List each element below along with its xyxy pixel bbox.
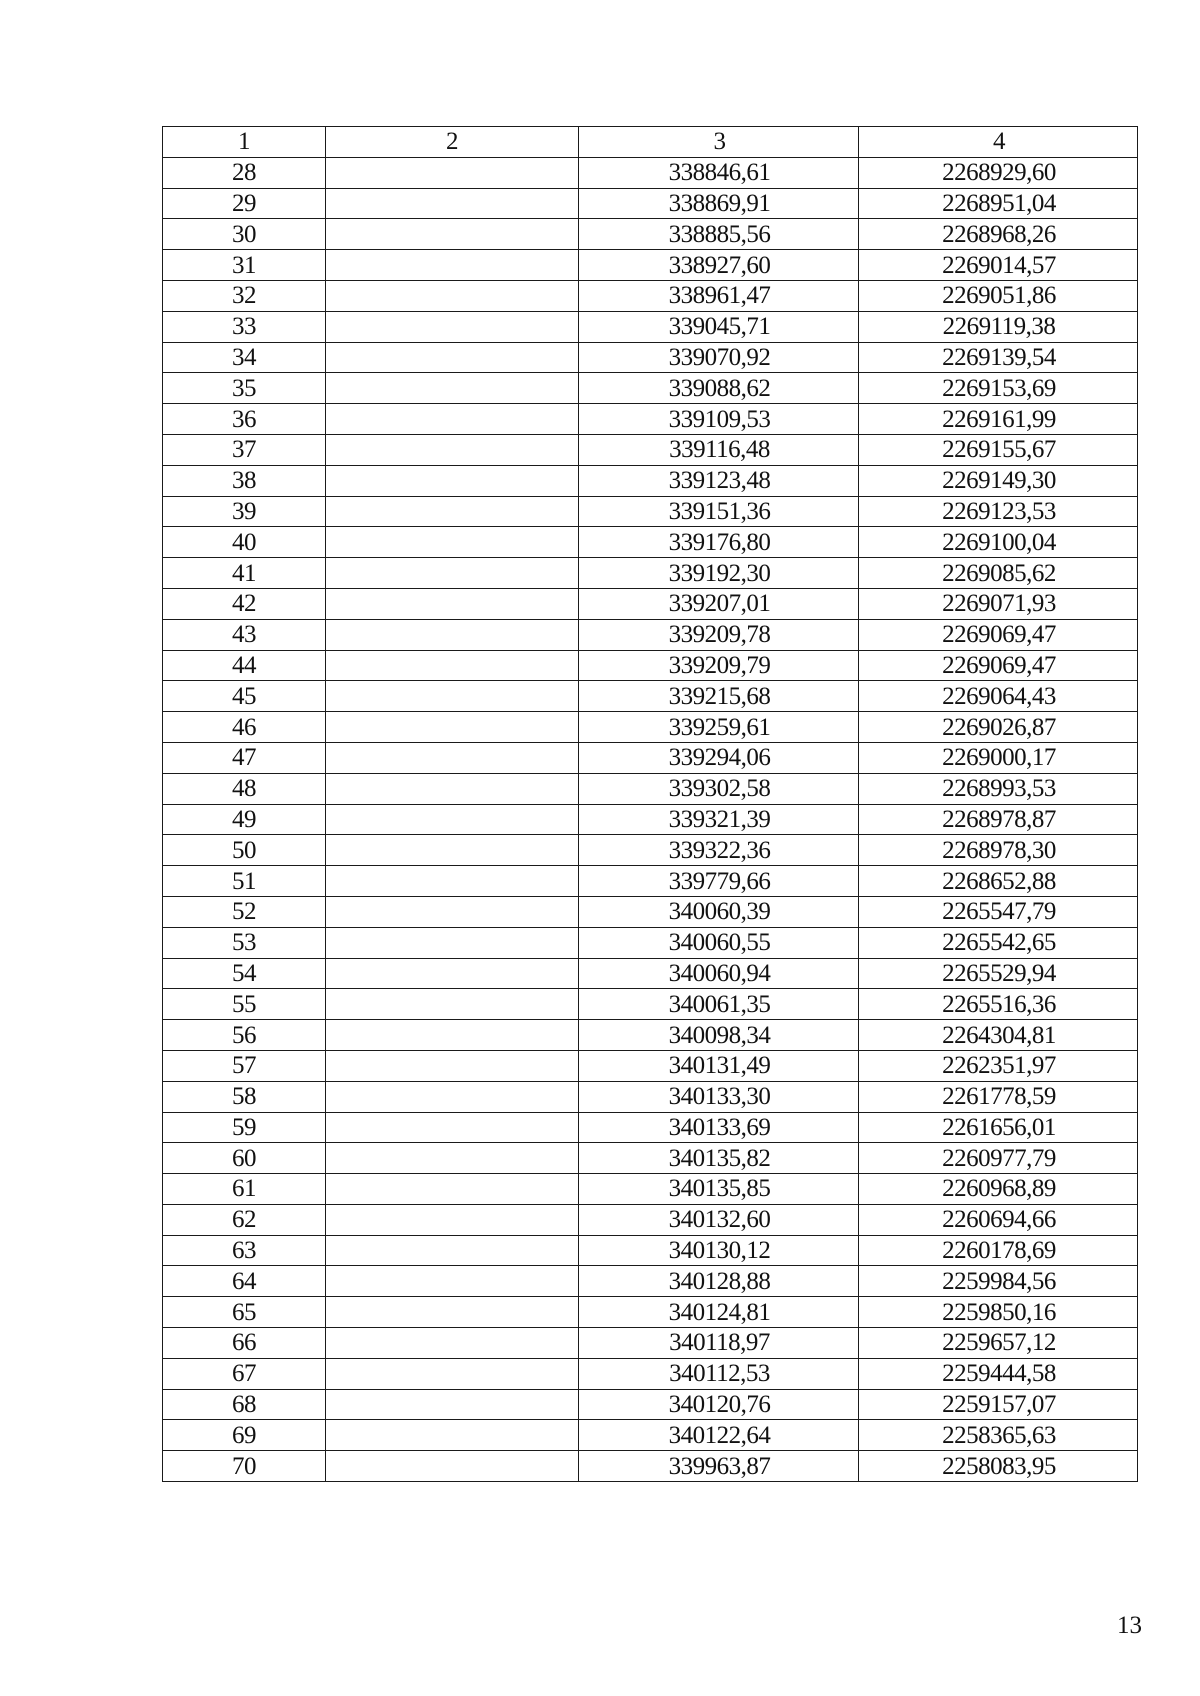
table-row	[163, 1143, 1138, 1174]
table-cell-col3: 339209,79	[579, 650, 859, 681]
table-cell-col2	[326, 1204, 579, 1235]
table-cell-col4: 2259657,12	[859, 1328, 1138, 1359]
table-row	[163, 927, 1138, 958]
table-cell-col3: 339207,01	[579, 588, 859, 619]
table-cell-col3: 339779,66	[579, 866, 859, 897]
table-cell-col3: 340124,81	[579, 1297, 859, 1328]
table-cell-col4: 2268652,88	[859, 866, 1138, 897]
table-cell-col2	[326, 804, 579, 835]
table-cell-col2	[326, 219, 579, 250]
table-cell-col1: 58	[163, 1081, 326, 1112]
table-cell-col3: 339116,48	[579, 434, 859, 465]
table-cell-col3: 339123,48	[579, 465, 859, 496]
table-cell-col4: 2259984,56	[859, 1266, 1138, 1297]
table-row	[163, 1204, 1138, 1235]
table-cell-col4: 2269069,47	[859, 650, 1138, 681]
table-cell-col1: 51	[163, 866, 326, 897]
table-cell-col2	[326, 866, 579, 897]
table-cell-col2	[326, 742, 579, 773]
header-cell-col4: 4	[859, 127, 1138, 158]
table-cell-col4: 2258083,95	[859, 1451, 1138, 1482]
table-cell-col4: 2262351,97	[859, 1050, 1138, 1081]
table-row	[163, 311, 1138, 342]
table-cell-col2	[326, 773, 579, 804]
table-cell-col3: 340098,34	[579, 1020, 859, 1051]
table-cell-col1: 28	[163, 157, 326, 188]
table-row	[163, 773, 1138, 804]
table-cell-col1: 43	[163, 619, 326, 650]
table-cell-col2	[326, 1297, 579, 1328]
header-cell-col1: 1	[163, 127, 326, 158]
table-cell-col2	[326, 1420, 579, 1451]
table-cell-col4: 2260178,69	[859, 1235, 1138, 1266]
table-cell-col4: 2265516,36	[859, 989, 1138, 1020]
table-row	[163, 958, 1138, 989]
table-cell-col4: 2268978,30	[859, 835, 1138, 866]
table-row	[163, 558, 1138, 589]
table-cell-col2	[326, 1328, 579, 1359]
table-row	[163, 250, 1138, 281]
table-row	[163, 1420, 1138, 1451]
header-cell-col3: 3	[579, 127, 859, 158]
table-cell-col4: 2265529,94	[859, 958, 1138, 989]
table-cell-col2	[326, 558, 579, 589]
table-row	[163, 1174, 1138, 1205]
table-cell-col1: 31	[163, 250, 326, 281]
table-cell-col2	[326, 588, 579, 619]
table-cell-col4: 2268993,53	[859, 773, 1138, 804]
table-cell-col3: 340133,69	[579, 1112, 859, 1143]
table-row	[163, 742, 1138, 773]
table-cell-col3: 340133,30	[579, 1081, 859, 1112]
table-cell-col4: 2269161,99	[859, 404, 1138, 435]
table-cell-col1: 61	[163, 1174, 326, 1205]
table-cell-col4: 2268951,04	[859, 188, 1138, 219]
table-cell-col1: 60	[163, 1143, 326, 1174]
table-cell-col1: 40	[163, 527, 326, 558]
table-cell-col4: 2269149,30	[859, 465, 1138, 496]
table-row	[163, 1050, 1138, 1081]
table-row	[163, 404, 1138, 435]
table-cell-col1: 50	[163, 835, 326, 866]
table-cell-col3: 339109,53	[579, 404, 859, 435]
table-cell-col3: 338961,47	[579, 280, 859, 311]
table-cell-col4: 2269064,43	[859, 681, 1138, 712]
table-row	[163, 342, 1138, 373]
table-row	[163, 804, 1138, 835]
table-row	[163, 1266, 1138, 1297]
table-row	[163, 1358, 1138, 1389]
table-cell-col3: 339176,80	[579, 527, 859, 558]
table-cell-col3: 340118,97	[579, 1328, 859, 1359]
table-cell-col4: 2259444,58	[859, 1358, 1138, 1389]
table-cell-col3: 340135,85	[579, 1174, 859, 1205]
table-cell-col3: 339088,62	[579, 373, 859, 404]
table-cell-col4: 2269123,53	[859, 496, 1138, 527]
table-cell-col4: 2259850,16	[859, 1297, 1138, 1328]
table-cell-col3: 340060,39	[579, 896, 859, 927]
table-cell-col1: 66	[163, 1328, 326, 1359]
table-cell-col4: 2268978,87	[859, 804, 1138, 835]
table-cell-col2	[326, 280, 579, 311]
table-cell-col4: 2259157,07	[859, 1389, 1138, 1420]
table-cell-col2	[326, 1020, 579, 1051]
table-cell-col4: 2269014,57	[859, 250, 1138, 281]
table-cell-col1: 55	[163, 989, 326, 1020]
table-cell-col2	[326, 1358, 579, 1389]
table-row	[163, 496, 1138, 527]
table-cell-col1: 36	[163, 404, 326, 435]
table-cell-col1: 68	[163, 1389, 326, 1420]
table-cell-col1: 29	[163, 188, 326, 219]
table-row	[163, 219, 1138, 250]
table-cell-col4: 2265542,65	[859, 927, 1138, 958]
table-cell-col1: 56	[163, 1020, 326, 1051]
table-cell-col3: 339302,58	[579, 773, 859, 804]
table-cell-col3: 340132,60	[579, 1204, 859, 1235]
table-cell-col2	[326, 1266, 579, 1297]
table-cell-col4: 2264304,81	[859, 1020, 1138, 1051]
table-cell-col1: 52	[163, 896, 326, 927]
table-cell-col2	[326, 896, 579, 927]
table-cell-col2	[326, 1112, 579, 1143]
table-cell-col4: 2269139,54	[859, 342, 1138, 373]
table-cell-col4: 2268968,26	[859, 219, 1138, 250]
table-cell-col4: 2269085,62	[859, 558, 1138, 589]
page-number: 13	[1117, 1612, 1142, 1639]
table-cell-col2	[326, 958, 579, 989]
table-cell-col2	[326, 1235, 579, 1266]
table-cell-col1: 34	[163, 342, 326, 373]
table-cell-col3: 339192,30	[579, 558, 859, 589]
table-cell-col2	[326, 496, 579, 527]
table-cell-col1: 59	[163, 1112, 326, 1143]
table-row	[163, 1451, 1138, 1482]
table-cell-col4: 2269153,69	[859, 373, 1138, 404]
table-cell-col2	[326, 434, 579, 465]
table-row	[163, 588, 1138, 619]
table-cell-col1: 33	[163, 311, 326, 342]
table-cell-col3: 339294,06	[579, 742, 859, 773]
table-cell-col3: 340135,82	[579, 1143, 859, 1174]
table-cell-col4: 2269155,67	[859, 434, 1138, 465]
table-cell-col2	[326, 250, 579, 281]
table-cell-col2	[326, 1389, 579, 1420]
table-cell-col2	[326, 157, 579, 188]
table-cell-col3: 339259,61	[579, 712, 859, 743]
table-cell-col3: 339045,71	[579, 311, 859, 342]
table-row	[163, 188, 1138, 219]
table-cell-col4: 2269071,93	[859, 588, 1138, 619]
table-cell-col3: 340122,64	[579, 1420, 859, 1451]
table-row	[163, 1081, 1138, 1112]
table-cell-col4: 2260977,79	[859, 1143, 1138, 1174]
table-cell-col4: 2261778,59	[859, 1081, 1138, 1112]
table-cell-col3: 340130,12	[579, 1235, 859, 1266]
table-cell-col4: 2261656,01	[859, 1112, 1138, 1143]
table-cell-col1: 39	[163, 496, 326, 527]
table-cell-col4: 2269026,87	[859, 712, 1138, 743]
table-row	[163, 650, 1138, 681]
table-cell-col1: 30	[163, 219, 326, 250]
table-cell-col1: 65	[163, 1297, 326, 1328]
table-cell-col3: 338927,60	[579, 250, 859, 281]
table-header-row	[163, 127, 1138, 158]
table-row	[163, 712, 1138, 743]
table-row	[163, 1020, 1138, 1051]
table-cell-col1: 62	[163, 1204, 326, 1235]
table-cell-col3: 338846,61	[579, 157, 859, 188]
table-cell-col1: 47	[163, 742, 326, 773]
table-cell-col1: 63	[163, 1235, 326, 1266]
table-row	[163, 373, 1138, 404]
table-cell-col3: 339215,68	[579, 681, 859, 712]
table-cell-col2	[326, 681, 579, 712]
table-cell-col4: 2260968,89	[859, 1174, 1138, 1205]
table-cell-col2	[326, 188, 579, 219]
table-cell-col3: 339322,36	[579, 835, 859, 866]
table-cell-col4: 2269119,38	[859, 311, 1138, 342]
table-cell-col1: 45	[163, 681, 326, 712]
table-row	[163, 1297, 1138, 1328]
table-cell-col2	[326, 1451, 579, 1482]
table-row	[163, 835, 1138, 866]
table-cell-col4: 2265547,79	[859, 896, 1138, 927]
table-cell-col1: 64	[163, 1266, 326, 1297]
table-cell-col2	[326, 404, 579, 435]
table-row	[163, 1235, 1138, 1266]
table-row	[163, 527, 1138, 558]
table-cell-col2	[326, 527, 579, 558]
table-cell-col2	[326, 712, 579, 743]
table-row	[163, 866, 1138, 897]
table-cell-col1: 48	[163, 773, 326, 804]
table-cell-col2	[326, 311, 579, 342]
table-cell-col4: 2258365,63	[859, 1420, 1138, 1451]
table-cell-col2	[326, 1081, 579, 1112]
table-cell-col3: 339151,36	[579, 496, 859, 527]
table-cell-col1: 53	[163, 927, 326, 958]
table-cell-col4: 2269069,47	[859, 619, 1138, 650]
table-cell-col2	[326, 619, 579, 650]
table-row	[163, 1328, 1138, 1359]
table-cell-col1: 41	[163, 558, 326, 589]
table-cell-col1: 49	[163, 804, 326, 835]
table-cell-col4: 2269100,04	[859, 527, 1138, 558]
table-cell-col1: 37	[163, 434, 326, 465]
table-cell-col3: 340061,35	[579, 989, 859, 1020]
table-cell-col4: 2260694,66	[859, 1204, 1138, 1235]
table-row	[163, 1112, 1138, 1143]
table-body	[163, 127, 1138, 1482]
table-cell-col4: 2269051,86	[859, 280, 1138, 311]
table-cell-col3: 338885,56	[579, 219, 859, 250]
table-cell-col1: 54	[163, 958, 326, 989]
table-row	[163, 434, 1138, 465]
table-cell-col3: 339209,78	[579, 619, 859, 650]
table-cell-col2	[326, 989, 579, 1020]
table-cell-col1: 32	[163, 280, 326, 311]
table-cell-col1: 69	[163, 1420, 326, 1451]
table-cell-col3: 340128,88	[579, 1266, 859, 1297]
table-row	[163, 157, 1138, 188]
table-cell-col2	[326, 1143, 579, 1174]
table-row	[163, 1389, 1138, 1420]
table-cell-col3: 338869,91	[579, 188, 859, 219]
table-cell-col2	[326, 465, 579, 496]
table-cell-col2	[326, 1050, 579, 1081]
table-row	[163, 465, 1138, 496]
table-cell-col3: 340112,53	[579, 1358, 859, 1389]
table-cell-col4: 2269000,17	[859, 742, 1138, 773]
table-cell-col3: 339070,92	[579, 342, 859, 373]
table-row	[163, 989, 1138, 1020]
table-cell-col3: 340060,94	[579, 958, 859, 989]
table-cell-col2	[326, 1174, 579, 1205]
table-cell-col2	[326, 835, 579, 866]
table-cell-col1: 42	[163, 588, 326, 619]
table-cell-col1: 44	[163, 650, 326, 681]
table-cell-col1: 35	[163, 373, 326, 404]
table-cell-col1: 57	[163, 1050, 326, 1081]
table-cell-col1: 46	[163, 712, 326, 743]
table-cell-col1: 70	[163, 1451, 326, 1482]
table-cell-col2	[326, 342, 579, 373]
table-cell-col2	[326, 373, 579, 404]
table-cell-col3: 340120,76	[579, 1389, 859, 1420]
table-cell-col2	[326, 650, 579, 681]
table-row	[163, 896, 1138, 927]
table-cell-col2	[326, 927, 579, 958]
table-cell-col1: 38	[163, 465, 326, 496]
table-cell-col3: 339321,39	[579, 804, 859, 835]
table-row	[163, 619, 1138, 650]
table-row	[163, 681, 1138, 712]
table-cell-col3: 339963,87	[579, 1451, 859, 1482]
table-cell-col4: 2268929,60	[859, 157, 1138, 188]
table-cell-col3: 340060,55	[579, 927, 859, 958]
table-cell-col1: 67	[163, 1358, 326, 1389]
header-cell-col2: 2	[326, 127, 579, 158]
table-row	[163, 280, 1138, 311]
table-cell-col3: 340131,49	[579, 1050, 859, 1081]
coordinates-table	[162, 126, 1138, 1482]
